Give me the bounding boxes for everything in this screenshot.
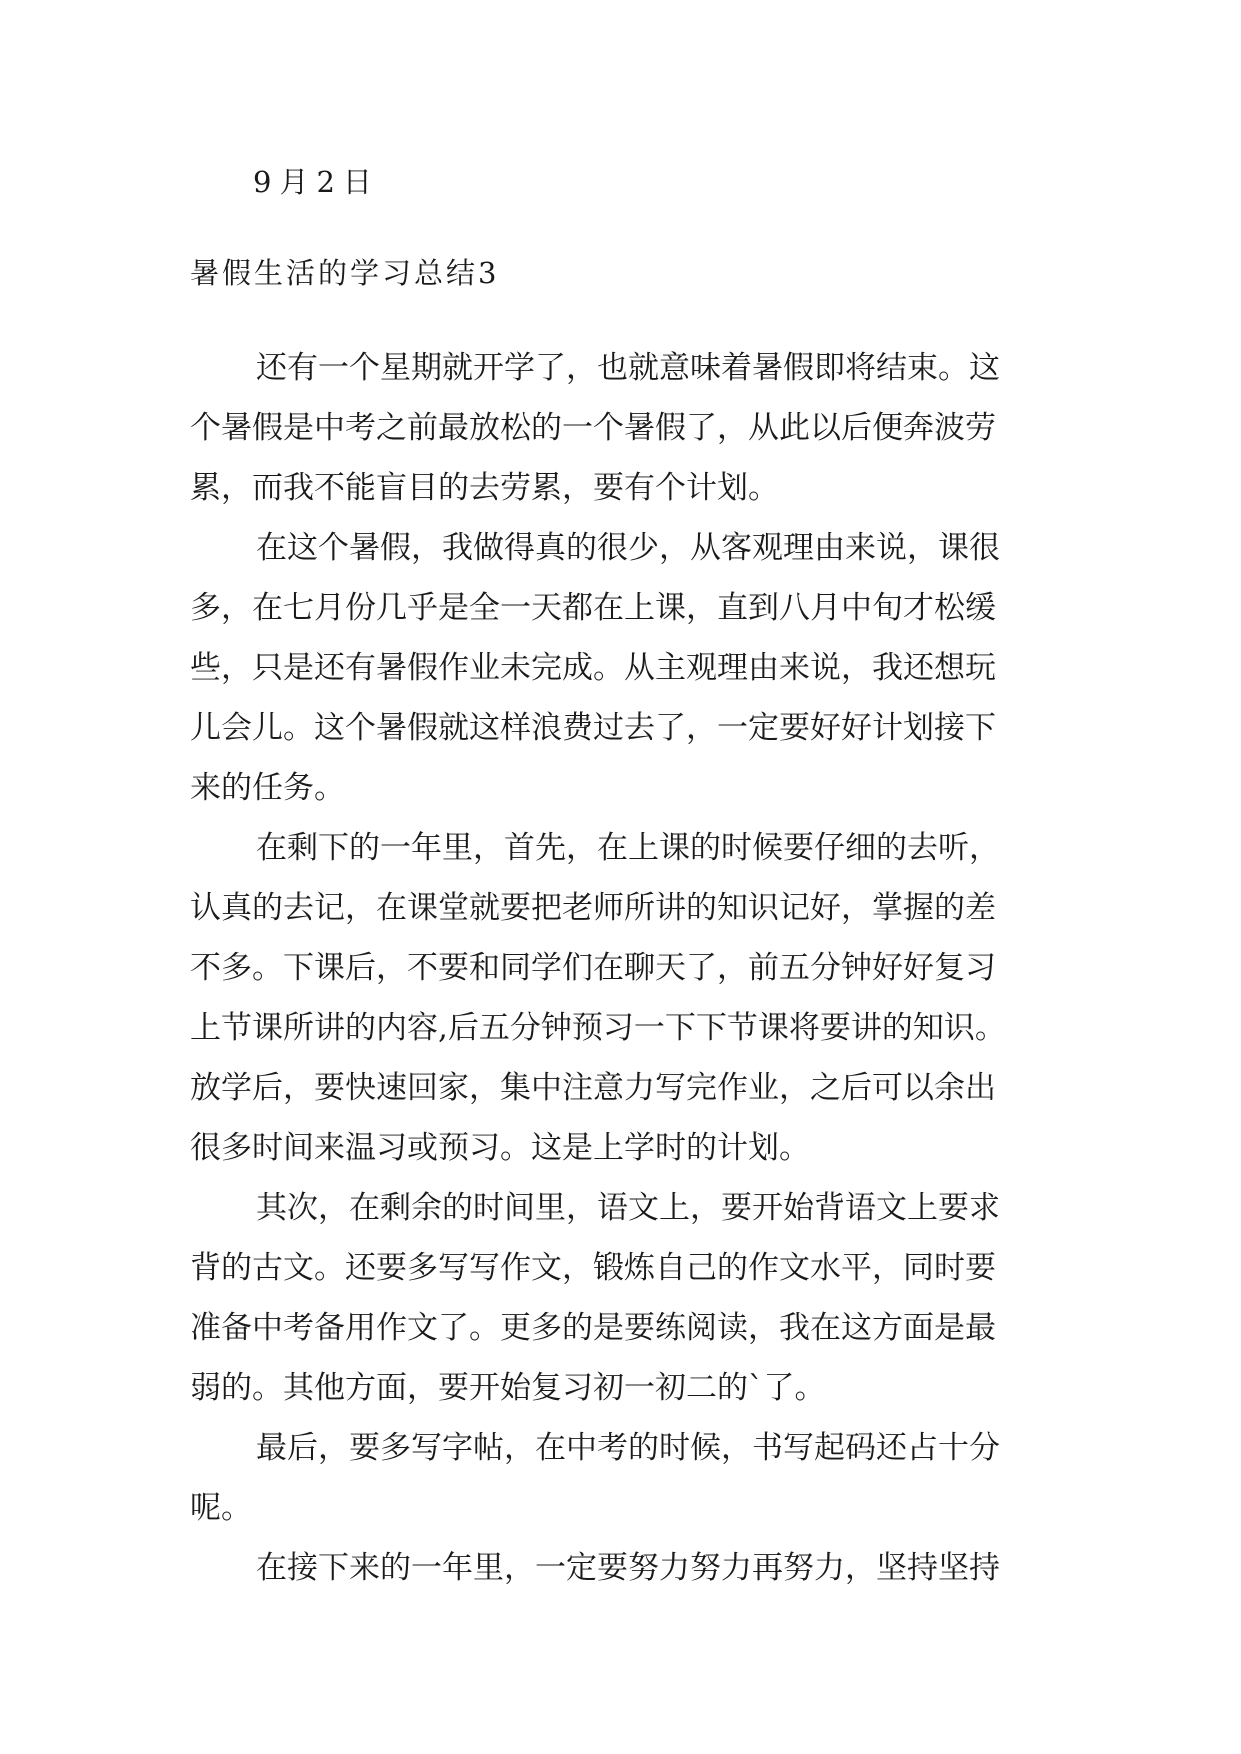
paragraph: [190, 818, 1050, 1178]
paragraph-line: 最后，要多写字帖，在中考的时候，书写起码还占十分: [256, 1430, 1000, 1466]
document-body: [190, 338, 1050, 1598]
section-heading: 暑假生活的学习总结3: [190, 256, 500, 290]
paragraph-line: 不多。下课后，不要和同学们在聊天了，前五分钟好好复习: [190, 950, 996, 986]
paragraph-line: 儿会儿。这个暑假就这样浪费过去了，一定要好好计划接下: [190, 710, 996, 746]
paragraph-line: 很多时间来温习或预习。这是上学时的计划。: [190, 1130, 810, 1166]
paragraph-line: 准备中考备用作文了。更多的是要练阅读，我在这方面是最: [190, 1310, 996, 1346]
paragraph-line: 些，只是还有暑假作业未完成。从主观理由来说，我还想玩: [190, 650, 996, 686]
paragraph-line: 个暑假是中考之前最放松的一个暑假了，从此以后便奔波劳: [190, 410, 996, 446]
paragraph-line: 背的古文。还要多写写作文，锻炼自己的作文水平，同时要: [190, 1250, 996, 1286]
paragraph: [190, 1178, 1050, 1418]
paragraph: [190, 1418, 1050, 1538]
paragraph-line: 在接下来的一年里，一定要努力努力再努力，坚持坚持: [256, 1550, 1000, 1586]
paragraph-line: 呢。: [190, 1490, 252, 1526]
paragraph-line: 来的任务。: [190, 770, 345, 806]
paragraph-line: 弱的。其他方面，要开始复习初一初二的`了。: [190, 1370, 826, 1406]
paragraph-line: 累，而我不能盲目的去劳累，要有个计划。: [190, 470, 779, 506]
paragraph-line: 上节课所讲的内容,后五分钟预习一下下节课将要讲的知识。: [190, 1010, 1006, 1046]
paragraph-line: 认真的去记，在课堂就要把老师所讲的知识记好，掌握的差: [190, 890, 996, 926]
paragraph: [190, 338, 1050, 518]
paragraph: [190, 518, 1050, 818]
paragraph-line: 在这个暑假，我做得真的很少，从客观理由来说，课很: [256, 530, 1000, 566]
document-date: 9月2日: [253, 165, 380, 199]
paragraph: [190, 1538, 1050, 1598]
paragraph-line: 放学后，要快速回家，集中注意力写完作业，之后可以余出: [190, 1070, 996, 1106]
paragraph-line: 还有一个星期就开学了，也就意味着暑假即将结束。这: [256, 350, 1000, 386]
paragraph-line: 在剩下的一年里，首先，在上课的时候要仔细的去听，: [256, 830, 1000, 866]
paragraph-line: 其次，在剩余的时间里，语文上，要开始背语文上要求: [256, 1190, 1000, 1226]
paragraph-line: 多，在七月份几乎是全一天都在上课，直到八月中旬才松缓: [190, 590, 996, 626]
